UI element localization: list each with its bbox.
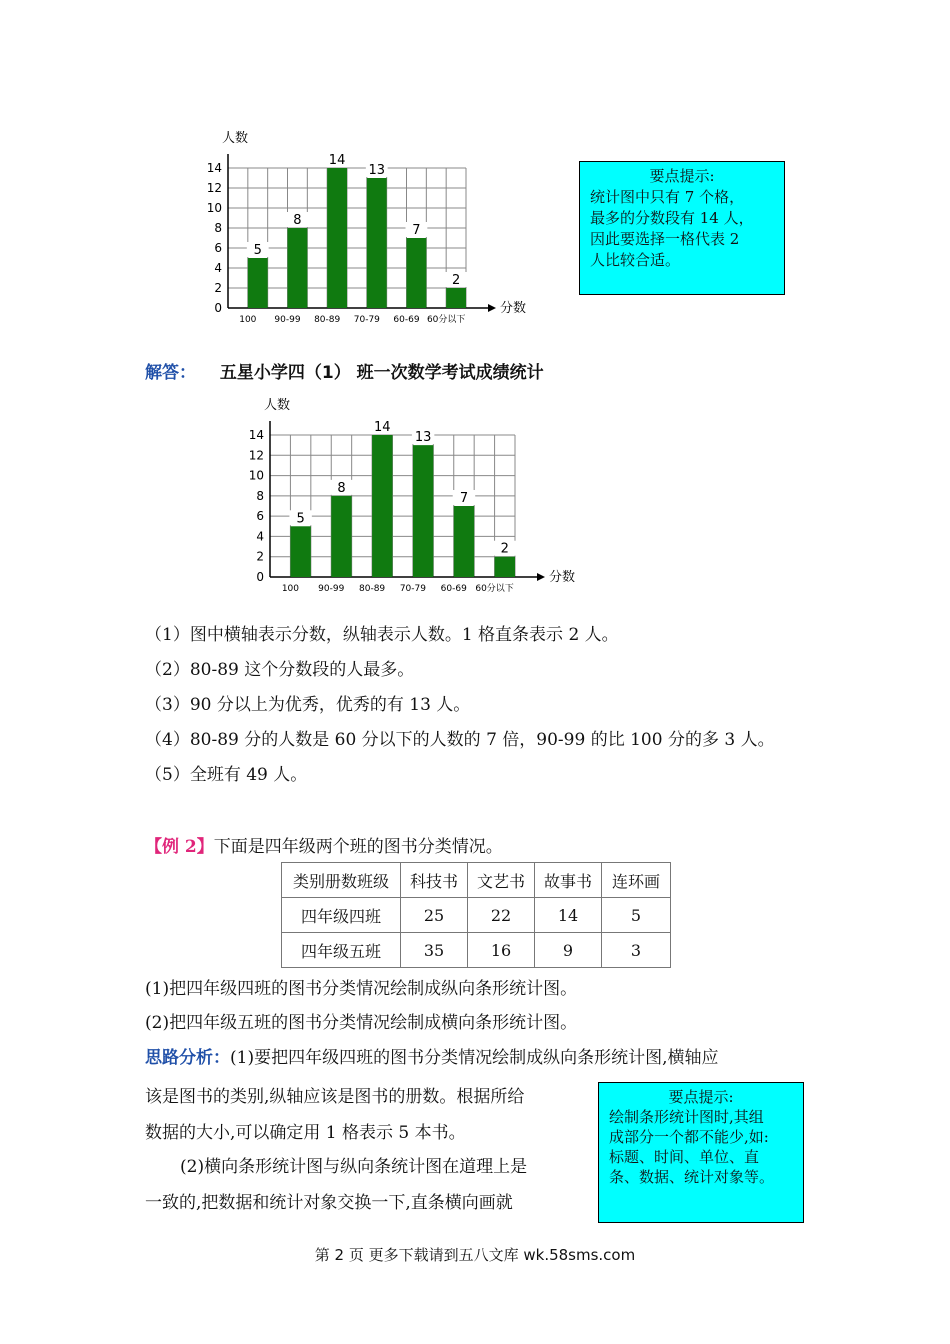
y-tick-label: 12 — [248, 448, 264, 463]
table-cell: 16 — [468, 933, 535, 968]
table-header: 类别册数班级 — [282, 863, 401, 898]
bar-value-label: 8 — [293, 213, 302, 228]
answer-list — [145, 618, 775, 793]
bar — [248, 258, 268, 308]
table-header: 故事书 — [535, 863, 602, 898]
x-axis-arrow — [537, 573, 545, 581]
analysis-line-4: (2)横向条形统计图与纵向条统计图在道理上是 — [180, 1157, 528, 1177]
answer-title: 五星小学四（1） 班一次数学考试成绩统计 — [219, 363, 544, 383]
analysis-line-3: 数据的大小,可以确定用 1 格表示 5 本书。 — [145, 1123, 466, 1143]
x-tick-label: 60-69 — [393, 315, 420, 325]
x-tick-label: 80-89 — [359, 584, 386, 594]
bar-value-label: 7 — [412, 223, 421, 238]
table-header-row — [282, 863, 671, 898]
example2-intro — [145, 832, 503, 857]
example2-tag: 【例 2】 — [145, 837, 214, 857]
tip-box-1-line: 因此要选择一格代表 2 — [590, 230, 740, 248]
x-tick-label: 70-79 — [353, 315, 380, 325]
book-table — [281, 862, 671, 968]
analysis-line-1 — [145, 1043, 718, 1068]
tip-box-2-line: 绘制条形统计图时,其组 — [609, 1108, 764, 1126]
table-cell: 5 — [602, 898, 671, 933]
bar-value-label: 2 — [500, 541, 509, 557]
tip-box-1 — [579, 161, 785, 295]
table-cell: 35 — [401, 933, 468, 968]
answer-item: （5）全班有 49 人。 — [145, 765, 308, 785]
bar-value-label: 5 — [296, 511, 305, 527]
bar — [288, 228, 308, 308]
bar-value-label: 7 — [459, 491, 469, 506]
example2-text: 下面是四年级两个班的图书分类情况。 — [213, 837, 503, 857]
table-cell: 22 — [468, 898, 535, 933]
tip-box-1-line: 人比较合适。 — [590, 251, 681, 269]
tip-box-1-line: 最多的分数段有 14 人， — [590, 209, 754, 227]
y-tick-label: 14 — [248, 428, 264, 442]
tip-box-1-line: 统计图中只有 7 个格， — [590, 188, 745, 206]
answer-item: （1）图中横轴表示分数，纵轴表示人数。1 格直条表示 2 人。 — [145, 625, 619, 645]
x-tick-label: 90-99 — [318, 584, 345, 594]
bar — [327, 168, 347, 308]
bar — [446, 288, 466, 308]
table-cell: 25 — [401, 898, 468, 933]
bar — [331, 496, 351, 577]
table-row — [282, 933, 671, 968]
analysis-line-5: 一致的,把数据和统计对象交换一下,直条横向画就 — [145, 1193, 513, 1213]
y-tick-label: 6 — [256, 509, 264, 524]
y-tick-label: 0 — [214, 301, 222, 315]
bar — [372, 435, 392, 577]
y-tick-label: 12 — [206, 181, 222, 195]
table-cell: 14 — [535, 898, 602, 933]
y-tick-label: 2 — [256, 549, 264, 564]
y-tick-label: 14 — [206, 161, 222, 175]
analysis-text: (1)要把四年级四班的图书分类情况绘制成纵向条形统计图,横轴应 — [230, 1048, 719, 1068]
score-bar-chart-1 — [190, 125, 530, 330]
table-cell: 3 — [602, 933, 671, 968]
x-tick-label: 90-99 — [274, 315, 301, 325]
x-tick-label: 100 — [281, 584, 300, 594]
table-header: 连环画 — [602, 863, 671, 898]
x-tick-label: 80-89 — [314, 315, 341, 325]
answer-item: （3）90 分以上为优秀，优秀的有 13 人。 — [145, 695, 471, 715]
table-header: 科技书 — [401, 863, 468, 898]
y-tick-label: 4 — [256, 529, 264, 544]
bar-value-label: 8 — [337, 480, 346, 496]
y-axis-label: 人数 — [264, 398, 291, 413]
table-cell: 四年级四班 — [282, 898, 401, 933]
y-tick-label: 8 — [214, 221, 222, 235]
x-axis-label: 分数 — [549, 570, 576, 585]
analysis-label: 思路分析： — [145, 1048, 230, 1068]
bar-value-label: 5 — [253, 243, 262, 258]
y-tick-label: 10 — [206, 201, 222, 215]
y-tick-label: 0 — [256, 570, 264, 584]
x-tick-label: 70-79 — [399, 584, 426, 594]
page-footer: 第 2 页 更多下载请到五八文库 wk.58sms.com — [314, 1246, 636, 1264]
example2-question-1: (1)把四年级四班的图书分类情况绘制成纵向条形统计图。 — [145, 979, 578, 999]
x-tick-label: 60-69 — [440, 584, 467, 594]
answer-item: （4）80-89 分的人数是 60 分以下的人数的 7 倍，90-99 的比 100 分的多 3 人。 — [145, 730, 775, 750]
bar — [454, 506, 474, 577]
x-tick-label: 100 — [239, 315, 257, 325]
y-axis-label: 人数 — [222, 131, 249, 146]
answer-label: 解答： — [145, 363, 196, 383]
bar-value-label: 13 — [368, 163, 386, 178]
table-header: 文艺书 — [468, 863, 535, 898]
bar-value-label: 2 — [451, 273, 461, 288]
y-tick-label: 8 — [256, 488, 264, 503]
bar — [367, 178, 387, 308]
bar — [290, 526, 310, 577]
x-axis-arrow — [488, 304, 496, 312]
tip-box-2-line: 条、数据、统计对象等。 — [609, 1168, 775, 1186]
tip-box-2-line: 标题、时间、单位、直 — [609, 1148, 760, 1166]
x-axis-label: 分数 — [500, 301, 527, 316]
table-cell: 四年级五班 — [282, 933, 401, 968]
y-tick-label: 6 — [214, 241, 222, 255]
y-tick-label: 2 — [214, 281, 222, 295]
example2-question-2: (2)把四年级五班的图书分类情况绘制成横向条形统计图。 — [145, 1013, 578, 1033]
answer-heading — [145, 358, 544, 383]
table-cell: 9 — [535, 933, 602, 968]
tip-box-2-line: 成部分一个都不能少,如: — [609, 1128, 769, 1146]
bar-value-label: 14 — [374, 420, 391, 435]
bar-value-label: 13 — [414, 430, 432, 446]
bar-value-label: 14 — [328, 153, 346, 168]
bar — [413, 445, 433, 577]
bar — [407, 238, 427, 308]
tip-box-2-title: 要点提示: — [668, 1088, 734, 1106]
score-bar-chart-2 — [240, 390, 585, 600]
table-row — [282, 898, 671, 933]
analysis-line-2: 该是图书的类别,纵轴应该是图书的册数。根据所给 — [145, 1087, 525, 1107]
tip-box-2 — [598, 1082, 804, 1223]
answer-item: （2）80-89 这个分数段的人最多。 — [145, 660, 415, 680]
bar — [495, 557, 515, 577]
y-tick-label: 10 — [248, 468, 264, 483]
y-tick-label: 4 — [214, 261, 222, 275]
tip-box-1-title: 要点提示: — [649, 167, 715, 185]
x-tick-label: 60分以下 — [475, 584, 514, 594]
x-tick-label: 60分以下 — [426, 315, 466, 325]
